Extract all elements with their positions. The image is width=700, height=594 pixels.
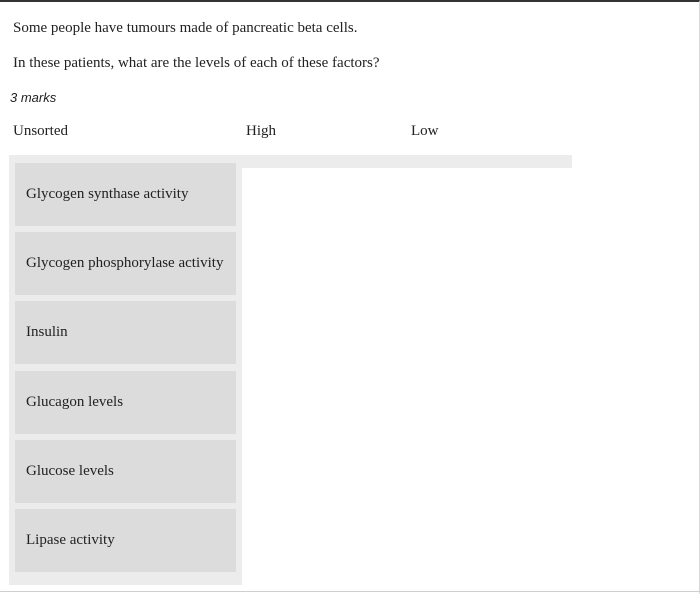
draggable-card-glycogen-phosphorylase[interactable]: Glycogen phosphorylase activity	[15, 232, 236, 295]
draggable-card-glucagon-levels[interactable]: Glucagon levels	[15, 371, 236, 434]
question-intro: Some people have tumours made of pancreatic beta cells.	[13, 20, 358, 36]
draggable-card-lipase-activity[interactable]: Lipase activity	[15, 509, 236, 572]
high-column-header: High	[246, 123, 276, 139]
high-drop-zone[interactable]	[242, 155, 407, 168]
draggable-card-glucose-levels[interactable]: Glucose levels	[15, 440, 236, 503]
question-prompt: In these patients, what are the levels of each of these factors?	[13, 55, 380, 71]
marks-label: 3 marks	[10, 90, 57, 105]
low-drop-zone[interactable]	[407, 155, 572, 168]
draggable-card-insulin[interactable]: Insulin	[15, 301, 236, 364]
low-column-header: Low	[411, 123, 439, 139]
draggable-card-glycogen-synthase[interactable]: Glycogen synthase activity	[15, 163, 236, 226]
bottom-divider	[0, 591, 700, 592]
unsorted-column-header: Unsorted	[13, 123, 68, 139]
unsorted-drop-zone[interactable]	[9, 155, 242, 585]
